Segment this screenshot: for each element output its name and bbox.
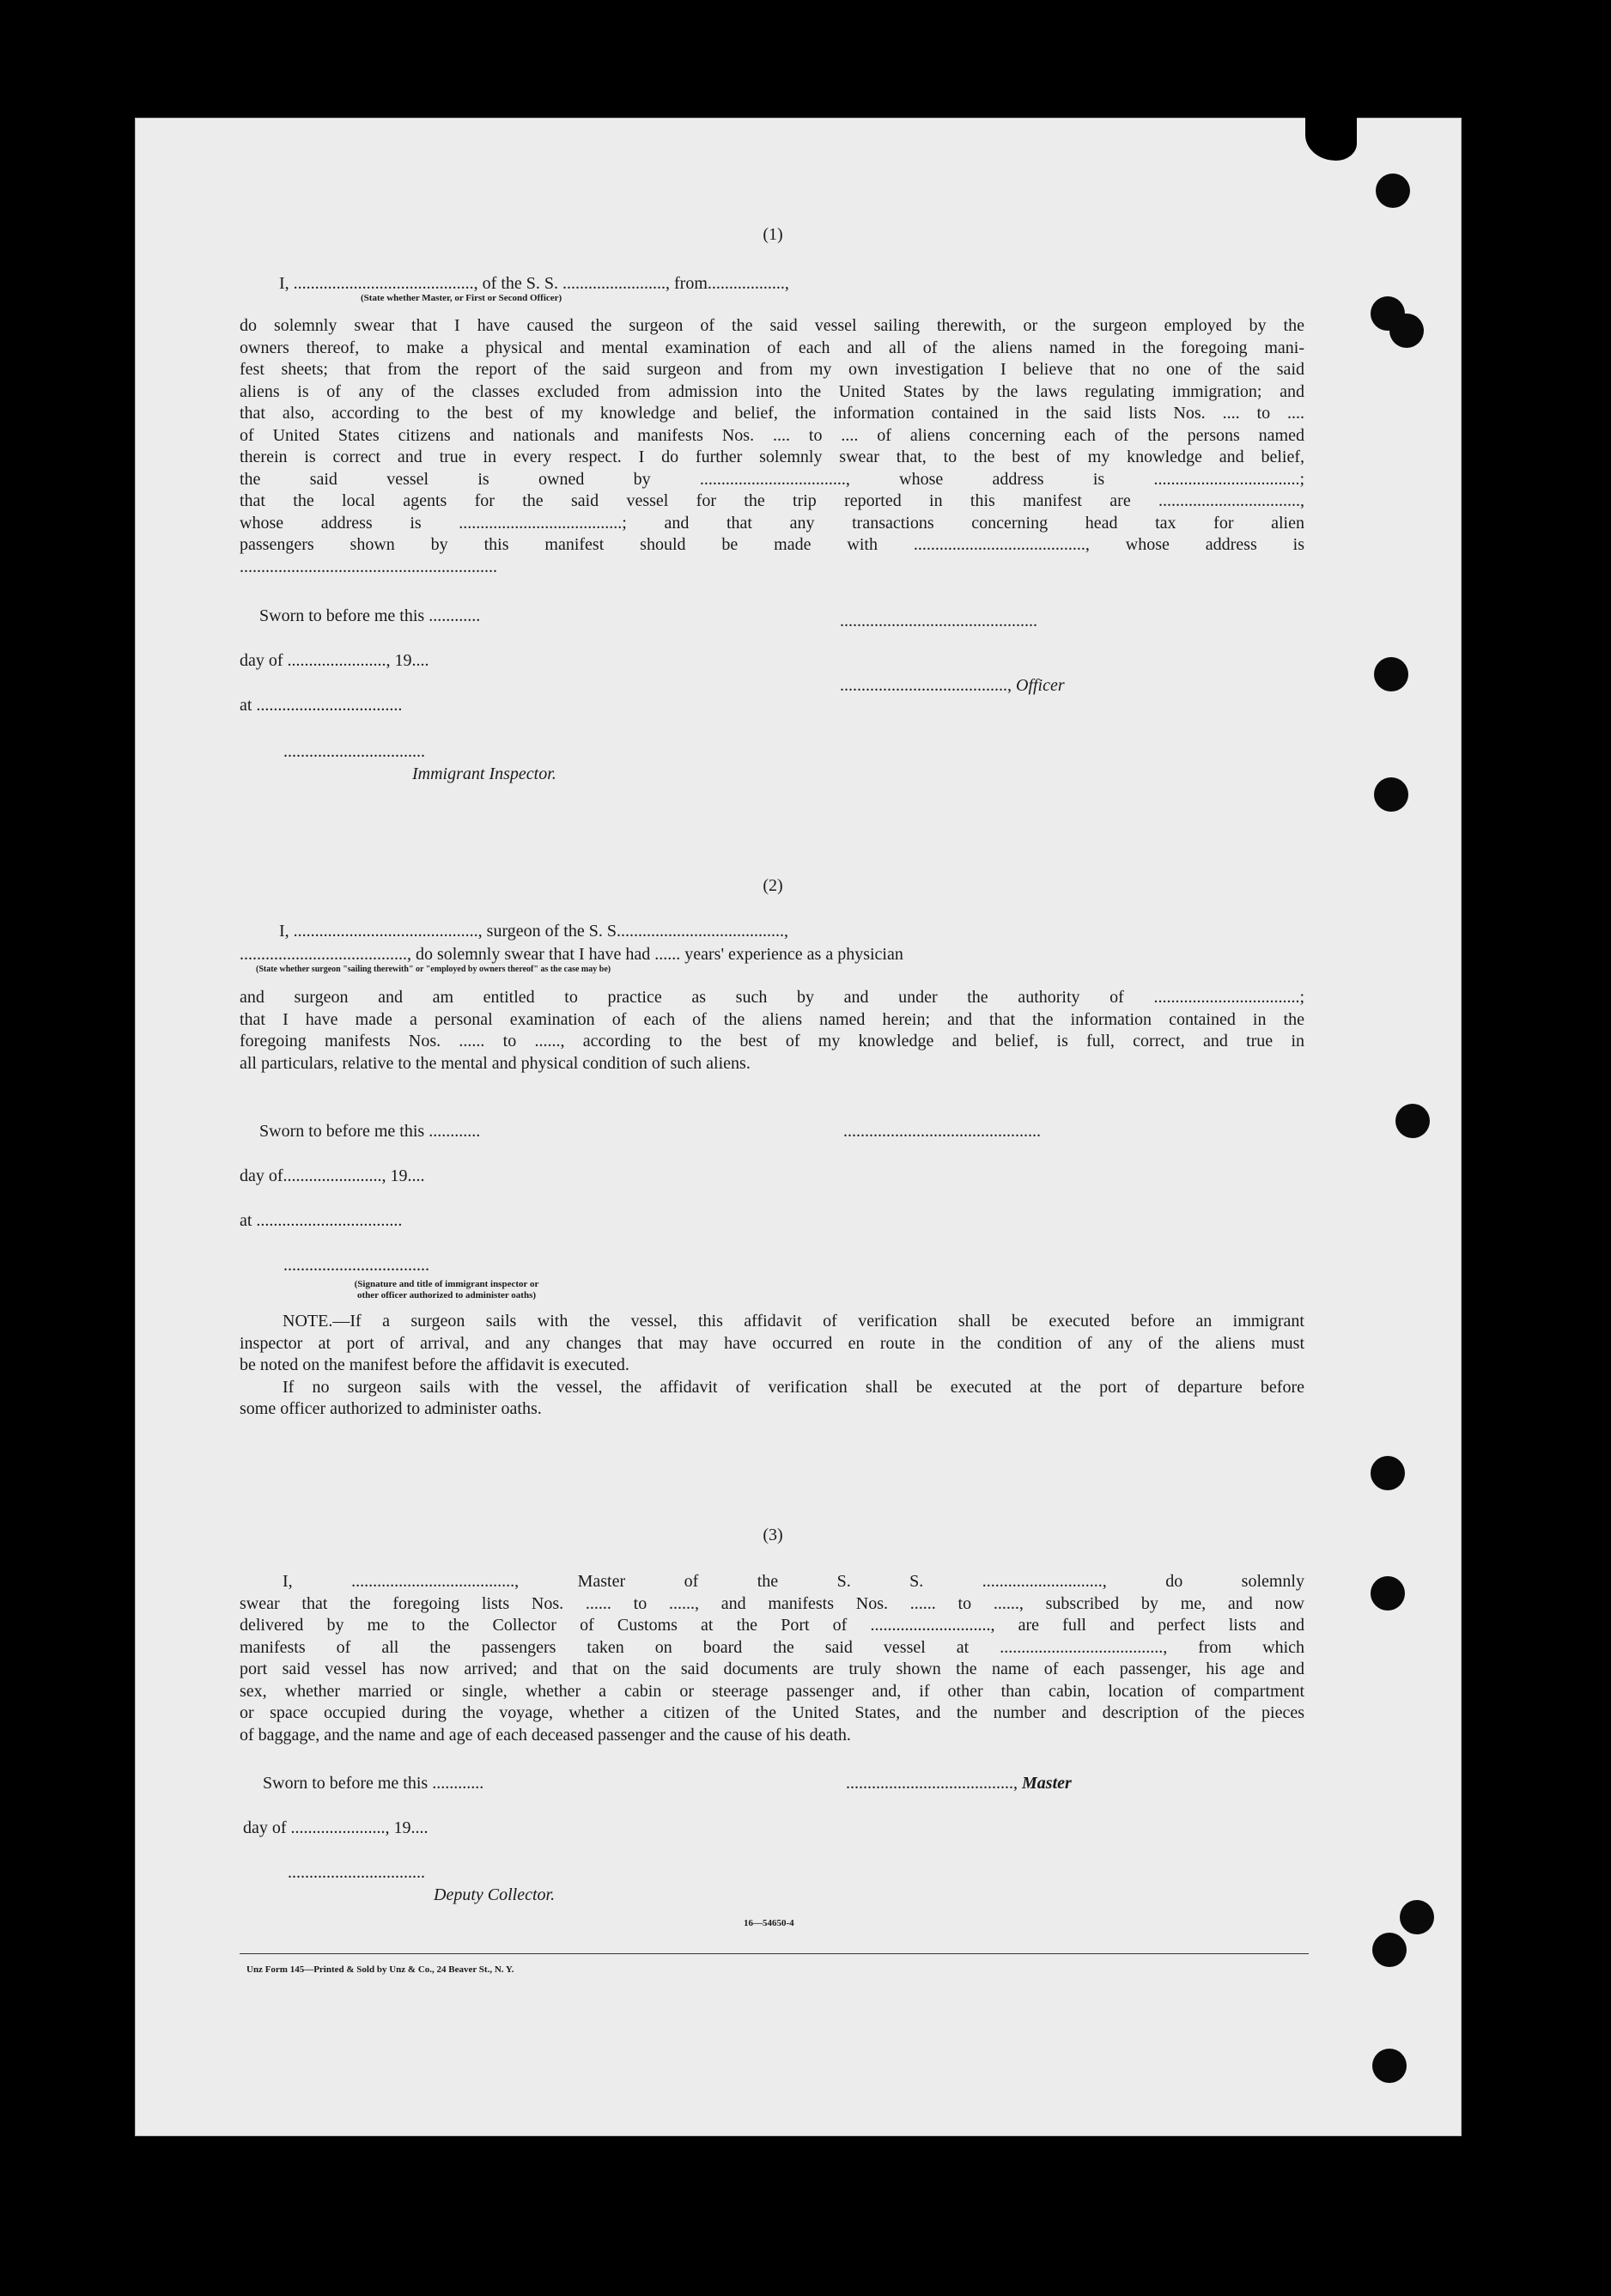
paragraph-line: port said vessel has now arrived; and that on the said documents are truly shown the name of each passenger, his age and [240,1660,1304,1678]
paragraph-line: fest sheets; that from the report of the said surgeon and from my own investigation I believe that no one of the said [240,360,1304,379]
paragraph-line: sex, whether married or single, whether a cabin or steerage passenger and, if other than cabin, location of compartment [240,1681,1304,1701]
paragraph-line: that I have made a personal examination of each of the aliens named herein; and that the information contained in the [240,1009,1304,1029]
punch-hole [1372,1933,1407,1967]
paragraph-line: I, ......................................, Master of the S. S. ............................, do solemnly [283,1572,1304,1591]
punch-hole [1395,1104,1430,1138]
paragraph-line: and surgeon and am entitled to practice as such by and under the authority of ..................................; [240,988,1304,1007]
section-2-line1: I, ..........................................., surgeon of the S. S......................................., [279,922,788,941]
master-label: Master [1022,1774,1072,1793]
paragraph-line: foregoing manifests Nos. ...... to ......, according to the best of my knowledge and belief, is full, correct, and true in [240,1032,1304,1051]
footer-rule [240,1953,1309,1954]
paragraph-line: whose address is ......................................; and that any transactions concerning head tax for alien [240,513,1304,533]
section-2-signature-dots: .................................. [283,1256,429,1275]
punch-hole [1376,174,1410,208]
note-line: If no surgeon sails with the vessel, the affidavit of verification shall be executed at the port of departure before [283,1377,1304,1397]
section-2-number: (2) [763,876,783,895]
punch-hole [1374,657,1408,691]
paragraph-line: all particulars, relative to the mental and physical condition of such aliens. [240,1053,751,1073]
section-3-sworn: Sworn to before me this ............ [263,1774,484,1793]
section-2-at: at .................................. [240,1211,403,1230]
section-2-line2-note: (State whether surgeon "sailing therewith" or "employed by owners thereof" as the case may be) [256,965,611,974]
paragraph-line: aliens is of any of the classes excluded from admission into the United States by the laws regulating immigration; and [240,381,1304,401]
officer-dots: ......................................., [840,676,1016,695]
section-1-officer-dots: .............................................. [840,612,1037,630]
note-line: be noted on the manifest before the affidavit is executed. [240,1355,629,1374]
section-3-number: (3) [763,1526,783,1544]
section-1-line1-note: (State whether Master, or First or Second Officer) [361,293,562,303]
section-1-line1: I, .........................................., of the S. S. ........................, from.................., [279,274,789,293]
note-line: inspector at port of arrival, and any changes that may have occurred en route in the condition of any of the aliens must [240,1333,1304,1353]
punch-hole [1371,1456,1405,1490]
paragraph-line: owners thereof, to make a physical and mental examination of each and all of the aliens named in the foregoing mani- [240,338,1304,357]
section-1-officer-line [840,674,1065,697]
paragraph-line: of United States citizens and nationals and manifests Nos. .... to .... of aliens concerning each of the persons named [240,425,1304,445]
punch-hole [1400,1900,1434,1934]
deputy-collector-label: Deputy Collector. [434,1885,556,1904]
section-1-sworn: Sworn to before me this ............ [259,606,481,625]
paragraph-line: passengers shown by this manifest should be made with ........................................, whose address is [240,535,1304,554]
immigrant-inspector-label: Immigrant Inspector. [412,764,556,783]
paragraph-line: the said vessel is owned by .................................., whose address is ..................................; [240,469,1304,489]
paragraph-line: swear that the foregoing lists Nos. ...... to ......, and manifests Nos. ...... to ......, subscribed by me, and now [240,1593,1304,1613]
note-line: some officer authorized to administer oaths. [240,1399,542,1418]
paragraph-line: manifests of all the passengers taken on board the said vessel at ......................................, from which [240,1637,1304,1657]
master-dots: ......................................., [846,1774,1022,1793]
section-2-paragraph [240,987,1304,1075]
footer-printer-line: Unz Form 145—Printed & Sold by Unz & Co., 24 Beaver St., N. Y. [246,1964,514,1975]
section-2-note [240,1311,1304,1421]
section-3-paragraph [240,1571,1304,1746]
punch-hole [1374,777,1408,812]
paragraph-line: or space occupied during the voyage, whether a citizen of the United States, and the number and description of the pieces [240,1703,1304,1722]
section-2-surgeon-dots: .............................................. [843,1122,1041,1141]
section-1-day: day of ......................., 19.... [240,651,429,670]
paragraph-line: that the local agents for the said vessel for the trip reported in this manifest are ................................., [240,491,1304,510]
punch-hole [1389,314,1424,348]
section-1-signature-dots: ................................. [283,742,425,761]
section-2-line2: ......................................., do solemnly swear that I have had ...... years' experience as a physician [240,945,903,964]
punch-hole [1371,1576,1405,1611]
punch-hole [1372,2049,1407,2083]
paragraph-line: of baggage, and the name and age of each deceased passenger and the cause of his death. [240,1725,851,1745]
section-1-number: (1) [763,225,783,244]
section-3-signature-dots: ................................ [288,1863,425,1882]
note-line: NOTE.—If a surgeon sails with the vessel, this affidavit of verification shall be executed before an immigrant [283,1312,1304,1331]
section-3-master-line [846,1772,1072,1794]
section-1-at: at .................................. [240,696,403,715]
section-3-day: day of ......................, 19.... [243,1818,429,1837]
paragraph-line: delivered by me to the Collector of Customs at the Port of ............................, are full and perfect lists and [240,1616,1304,1635]
form-code: 16—54650-4 [744,1918,794,1928]
section-2-signature-note-2: other officer authorized to administer oaths) [356,1290,537,1300]
section-2-day: day of......................., 19.... [240,1166,425,1185]
section-2-sworn: Sworn to before me this ............ [259,1122,481,1141]
officer-label: Officer [1016,676,1065,695]
paragraph-line: therein is correct and true in every respect. I do further solemnly swear that, to the best of my knowledge and belief, [240,448,1304,466]
section-2-signature-note-1: (Signature and title of immigrant inspector or [354,1279,539,1289]
paragraph-line: do solemnly swear that I have caused the surgeon of the said vessel sailing therewith, or the surgeon employed by the [240,316,1304,335]
paragraph-line: that also, according to the best of my knowledge and belief, the information contained in the said lists Nos. .... to .... [240,404,1304,423]
paragraph-line: ............................................................ [240,557,497,576]
section-1-paragraph [240,315,1304,578]
